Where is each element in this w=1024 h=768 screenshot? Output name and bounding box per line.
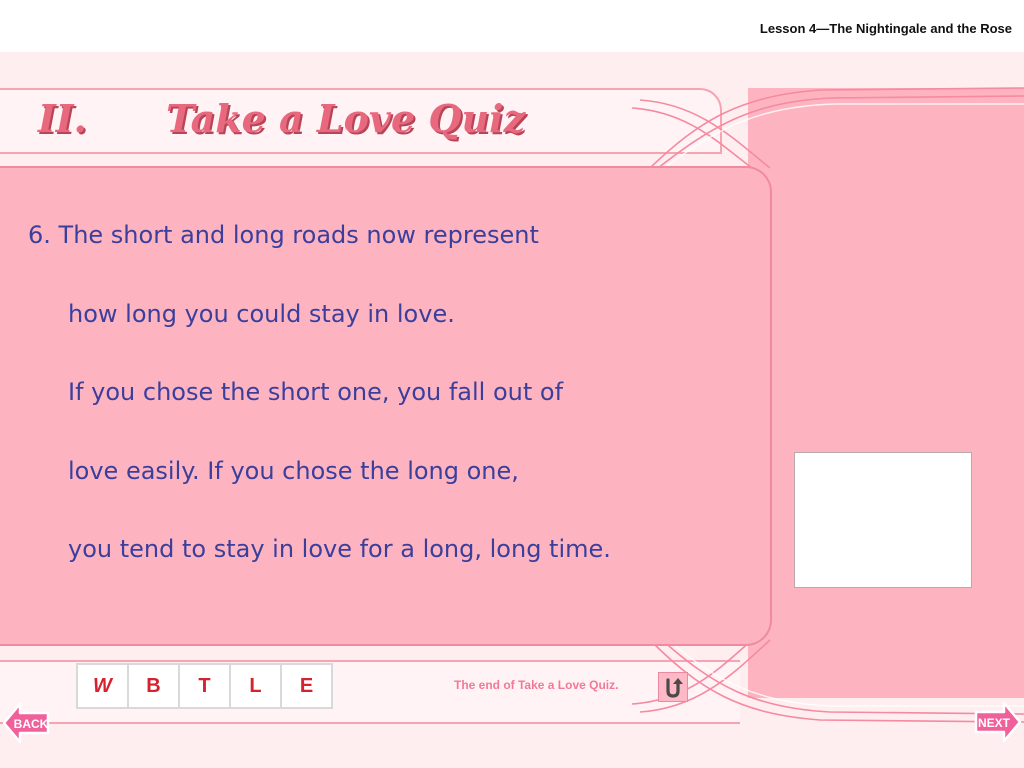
section-number: II. [38,96,87,141]
lesson-title: Lesson 4—The Nightingale and the Rose [759,21,1012,36]
next-label: NEXT [977,716,1011,730]
section-heading [38,96,525,141]
nav-letter-e[interactable]: E [299,674,314,697]
question-line: love easily. If you chose the long one, [68,456,519,485]
back-label: BACK [13,717,49,731]
question-line: If you chose the short one, you fall out of [68,378,564,406]
nav-letter-t[interactable]: T [180,665,231,707]
next-arrow-icon [974,700,1022,744]
question-line: 6. The short and long roads now represent [28,221,539,249]
question-line: how long you could stay in love. [68,299,455,328]
return-arrow-icon [659,673,687,701]
back-button[interactable] [2,701,50,745]
question-text [28,215,748,608]
nav-letter-l[interactable]: L [231,665,282,707]
return-button[interactable] [658,672,688,702]
question-line: you tend to stay in love for a long, long time. [68,535,611,563]
image-placeholder [794,452,972,588]
nav-letter-b[interactable]: B [129,665,180,707]
section-title: Take a Love Quiz [166,96,526,141]
back-arrow-icon [2,701,50,745]
next-button[interactable] [974,700,1022,744]
end-of-quiz-text: The end of Take a Love Quiz. [454,678,619,692]
section-nav [76,663,333,709]
nav-letter-w[interactable]: W [78,665,129,707]
